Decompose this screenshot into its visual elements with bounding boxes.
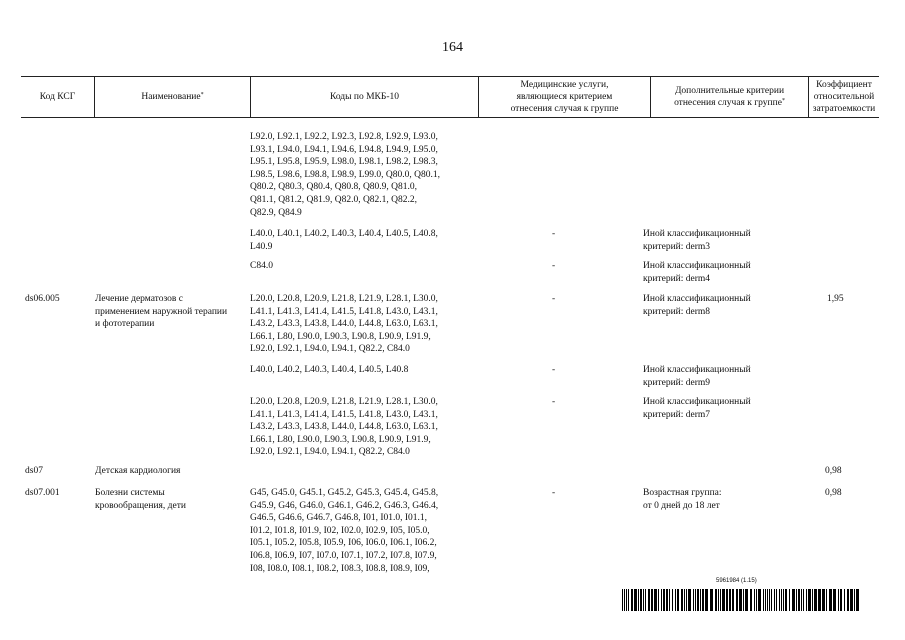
barcode-bar xyxy=(771,589,772,611)
extra-criteria: Иной классификационный критерий: derm4 xyxy=(643,261,751,284)
barcode-bar xyxy=(789,589,790,611)
barcode-bar xyxy=(822,589,825,611)
mkb-codes: L20.0, L20.8, L20.9, L21.8, L21.9, L28.1, L30.0, L41.1, L41.3, L41.4, L41.5, L41.8, L43.0, L43.1, L43.2, L43.3, L43.8, L44.0, L44.8, L63.0, L63.1, L66.1, L80, L90.0, L90.3, L90.8, L90.9, L91.9, L92.0, L92.1, L94.0, L94.1, Q82.2, C84.0 xyxy=(250,294,438,355)
extra-criteria: Возрастная группа: от 0 дней до 18 лет xyxy=(643,488,722,511)
barcode-bar xyxy=(732,589,734,611)
ksg-name: Детская кардиология xyxy=(95,466,181,476)
barcode-bar xyxy=(710,589,713,611)
barcode-bar xyxy=(847,589,849,611)
barcode-bar xyxy=(648,589,650,611)
mkb-codes: G45, G45.0, G45.1, G45.2, G45.3, G45.4, G45.8, G45.9, G46, G46.0, G46.1, G46.2, G46.3, G46.4, G46.5, G46.6, G46.7, G46.8, I01, I01.0, I01.1, I01.2, I01.8, I01.9, I02, I02.0, I02.9, I05, I05.0, I05.1, I05.2, I05.8, I05.9, I06, I06.0, I06.1, I06.2, I06.8, I06.9, I07, I07.0, I07.1, I07.2, I07.8, I07.9, I08, I08.0, I08.1, I08.2, I08.3, I08.8, I08.9, I09, xyxy=(250,488,439,574)
header-coef: Коэффициент относительной затратоемкости xyxy=(808,77,879,117)
header-extra: Дополнительные критерии отнесения случая к группе* xyxy=(650,77,808,117)
barcode-bar xyxy=(700,589,701,611)
barcode-bar xyxy=(645,589,646,611)
header-mkb: Коды по МКБ-10 xyxy=(250,77,478,117)
barcode-bar xyxy=(808,589,811,611)
barcode-bar xyxy=(785,589,787,611)
barcode-bar xyxy=(729,589,731,611)
barcode-bar xyxy=(798,589,800,611)
barcode-bar xyxy=(850,589,853,611)
barcode-bar xyxy=(705,589,708,611)
barcode-bar xyxy=(658,589,659,611)
barcode-bar xyxy=(838,589,839,611)
barcode-bar xyxy=(640,589,642,611)
barcode-bar xyxy=(814,589,817,611)
page-number: 164 xyxy=(442,40,463,55)
barcode-bar xyxy=(743,589,744,611)
barcode-bar xyxy=(672,589,673,611)
mkb-codes: L20.0, L20.8, L20.9, L21.8, L21.9, L28.1, L30.0, L41.1, L41.3, L41.4, L41.5, L41.8, L43.0, L43.1, L43.2, L43.3, L43.8, L44.0, L44.8, L63.0, L63.1, L66.1, L80, L90.0, L90.3, L90.8, L90.9, L91.9, L92.0, L92.1, L94.0, L94.1, Q82.2, C84.0 xyxy=(250,397,438,458)
coefficient: 1,95 xyxy=(827,294,844,304)
barcode-bar xyxy=(776,589,777,611)
header-services: Медицинские услуги, являющиеся критерием отнесения случая к группе xyxy=(478,77,650,117)
barcode-bar xyxy=(634,589,637,611)
barcode-number: 5961984 (1.15) xyxy=(716,578,757,584)
barcode-bar xyxy=(812,589,813,611)
barcode-bar xyxy=(702,589,704,611)
barcode-bar xyxy=(792,589,795,611)
extra-criteria: Иной классификационный критерий: derm8 xyxy=(643,294,751,317)
ksg-code: ds06.005 xyxy=(25,294,60,304)
barcode-bar xyxy=(826,589,827,611)
barcode-bar xyxy=(736,589,738,611)
coefficient: 0,98 xyxy=(825,488,842,498)
barcode-bar xyxy=(806,589,807,611)
services-cell: - xyxy=(552,229,556,239)
barcode-bar xyxy=(675,589,676,611)
mkb-codes: L40.0, L40.1, L40.2, L40.3, L40.4, L40.5, L40.8, L40.9 xyxy=(250,229,438,252)
barcode-bar xyxy=(754,589,755,611)
barcode-bar xyxy=(758,589,761,611)
barcode xyxy=(622,589,862,611)
barcode-bar xyxy=(783,589,784,611)
barcode-bar xyxy=(666,589,668,611)
barcode-bar xyxy=(693,589,694,611)
barcode-bar xyxy=(688,589,691,611)
barcode-bar xyxy=(651,589,653,611)
barcode-bar xyxy=(686,589,687,611)
barcode-bar xyxy=(844,589,845,611)
barcode-bar xyxy=(626,589,627,611)
ksg-name: Болезни системы кровообращения, дети xyxy=(95,488,186,511)
coefficient: 0,98 xyxy=(825,466,842,476)
barcode-bar xyxy=(715,589,717,611)
barcode-bar xyxy=(745,589,748,611)
barcode-bar xyxy=(697,589,699,611)
barcode-bar xyxy=(796,589,797,611)
barcode-bar xyxy=(722,589,725,611)
header-code: Код КСГ xyxy=(39,92,76,102)
services-cell: - xyxy=(552,365,556,375)
services-cell: - xyxy=(552,261,556,271)
barcode-bar xyxy=(631,589,633,611)
barcode-bar xyxy=(750,589,752,611)
barcode-bar xyxy=(726,589,728,611)
ksg-code: ds07.001 xyxy=(25,488,60,498)
barcode-bar xyxy=(677,589,679,611)
barcode-bar xyxy=(856,589,859,611)
barcode-bar xyxy=(833,589,836,611)
barcode-bar xyxy=(781,589,782,611)
barcode-bar xyxy=(769,589,770,611)
barcode-bar xyxy=(763,589,764,611)
barcode-bar xyxy=(638,589,639,611)
mkb-codes: L92.0, L92.1, L92.2, L92.3, L92.8, L92.9, L93.0, L93.1, L94.0, L94.1, L94.6, L94.8, L94.9, L95.0, L95.1, L95.8, L95.9, L98.0, L98.1, L98.2, L98.3, L98.5, L98.6, L98.8, L98.9, L99.0, Q80.0, Q80.1, Q80.2, Q80.3, Q80.4, Q80.8, Q80.9, Q81.0, Q81.1, Q81.2, Q81.9, Q82.0, Q82.1, Q82.2, Q82.9, Q84.9 xyxy=(250,132,440,218)
barcode-bar xyxy=(643,589,644,611)
barcode-bar xyxy=(654,589,657,611)
barcode-bar xyxy=(818,589,821,611)
barcode-bar xyxy=(669,589,670,611)
extra-criteria: Иной классификационный критерий: derm9 xyxy=(643,365,751,388)
barcode-bar xyxy=(801,589,802,611)
barcode-bar xyxy=(661,589,662,611)
services-cell: - xyxy=(552,397,556,407)
barcode-bar xyxy=(756,589,757,611)
barcode-bar xyxy=(720,589,721,611)
barcode-bar xyxy=(803,589,804,611)
barcode-bar xyxy=(628,589,629,611)
barcode-bar xyxy=(718,589,719,611)
barcode-bar xyxy=(774,589,775,611)
header-name: Наименование * xyxy=(94,77,250,117)
barcode-bar xyxy=(739,589,742,611)
services-cell: - xyxy=(552,294,556,304)
ksg-code: ds07 xyxy=(25,466,43,476)
barcode-bar xyxy=(622,589,623,611)
barcode-bar xyxy=(663,589,665,611)
table-header xyxy=(21,76,879,118)
mkb-codes: L40.0, L40.2, L40.3, L40.4, L40.5, L40.8 xyxy=(250,365,409,375)
barcode-bar xyxy=(695,589,696,611)
barcode-bar xyxy=(767,589,768,611)
barcode-bar xyxy=(854,589,855,611)
mkb-codes: C84.0 xyxy=(250,261,273,271)
services-cell: - xyxy=(552,488,556,498)
barcode-bar xyxy=(779,589,780,611)
barcode-bar xyxy=(684,589,685,611)
extra-criteria: Иной классификационный критерий: derm7 xyxy=(643,397,751,420)
barcode-bar xyxy=(681,589,683,611)
ksg-name: Лечение дерматозов с применением наружной терапии и фототерапии xyxy=(95,294,228,330)
barcode-bar xyxy=(765,589,766,611)
extra-criteria: Иной классификационный критерий: derm3 xyxy=(643,229,751,252)
barcode-bar xyxy=(624,589,625,611)
barcode-bar xyxy=(829,589,832,611)
barcode-bar xyxy=(840,589,842,611)
